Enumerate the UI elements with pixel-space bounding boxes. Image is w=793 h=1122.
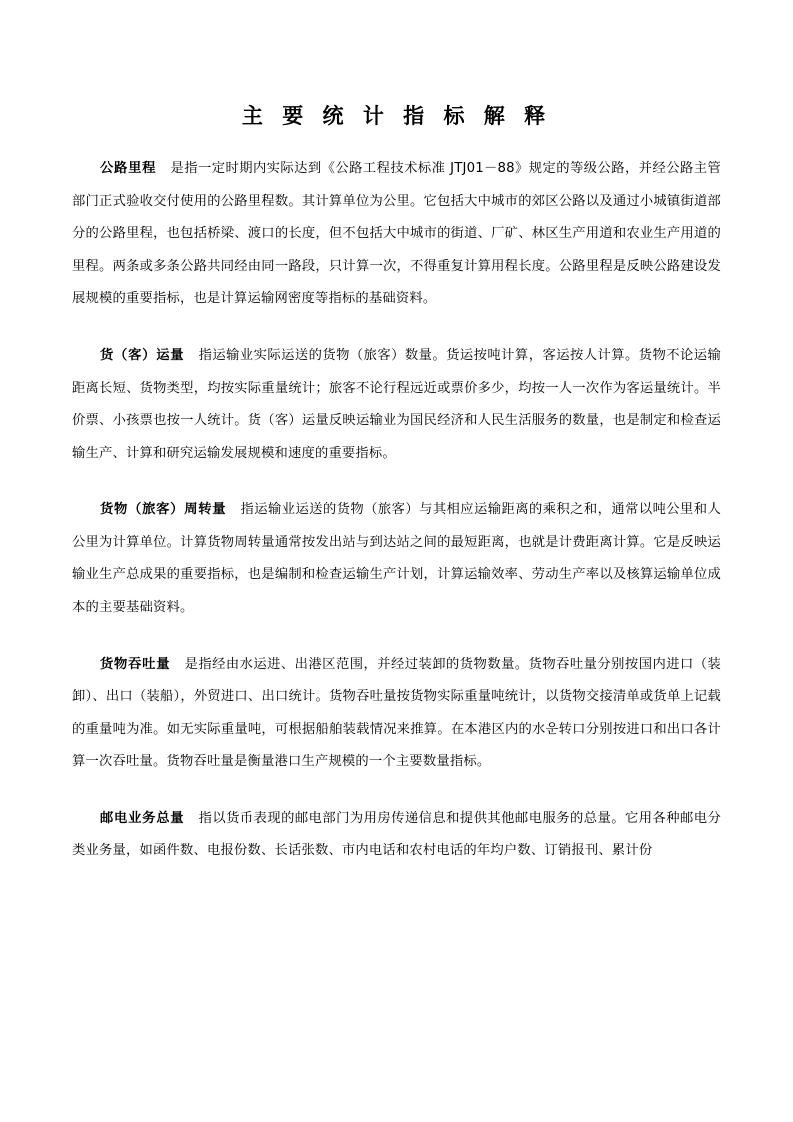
paragraph-huowu-tuntuliang bbox=[72, 649, 721, 779]
term-label: 货物（旅客）周转量 bbox=[100, 502, 227, 518]
term-label: 货（客）运量 bbox=[100, 348, 185, 363]
term-definition: 指运输业运送的货物（旅客）与其相应运输距离的乘积之和，通常以吨公里和人公里为计算单位。计算货物周转量通常按发出站与到达站之间的最短距离，也就是计费距离计算。它是反映运输业生产总成果的重要指标，也是编制和检查运输生产计划，计算运输效率、劳动生产率以及核算运输单位成本的主要基础资料。 bbox=[72, 502, 722, 615]
paragraph-gonglu-licheng bbox=[72, 153, 721, 316]
term-definition: 是指经由水运进、出港区范围，并经过装卸的货物数量。货物吞吐量分别按国内进口（装卸）、出口（装船），外贸进口、出口统计。货物吞吐量按货物实际重量吨统计，以货物交接清单或货单上记载的重量吨为准。如无实际重量吨，可根据船舶装载情况来推算。在本港区内的水운转口分别按进口和出口各计算一次吞吐量。货物吞吐量是衡量港口生产规模的一个主要数量指标。 bbox=[72, 656, 721, 770]
page-content bbox=[72, 0, 721, 1122]
term-definition: 是指一定时期内实际达到《公路工程技术标准 JTJ01－88》规定的等级公路，并经公路主管部门正式验收交付使用的公路里程数。其计算单位为公里。它包括大中城市的郊区公路以及通过小城镇街道部分的公路里程，也包括桥梁、渡口的长度，但不包括大中城市的街道、厂矿、林区生产用道和农业生产用道的里程。两条或多条公路共同经由同一路段，只计算一次，不得重复计算用程长度。公路里程是反映公路建设发展规模的重要指标，也是计算运输网密度等指标的基础资料。 bbox=[72, 161, 721, 307]
page-title: 主 要 统 计 指 标 解 释 bbox=[241, 104, 552, 128]
paragraph-huowu-zhouzhuanliang bbox=[72, 494, 721, 624]
term-definition: 指运输业实际运送的货物（旅客）数量。货运按吨计算，客运按人计算。货物不论运输距离长短、货物类型，均按实际重量统计；旅客不论行程远近或票价多少，均按一人一次作为客运量统计。半价票、小孩票也按一人统计。货（客）运量反映运输业为国民经济和人民生活服务的数量，也是制定和检查运输生产、计算和研究运输发展规模和速度的重要指标。 bbox=[72, 348, 721, 461]
paragraph-youdian-yewu-zongliang bbox=[72, 803, 721, 868]
term-label: 货物吞吐量 bbox=[100, 656, 171, 672]
term-definition: 指以货币表现的邮电部门为用房传递信息和提供其他邮电服务的总量。它用各种邮电分类业务量，如函件数、电报份数、长话张数、市内电话和农村电话的年均户数、订销报刊、累计份 bbox=[72, 810, 721, 859]
paragraph-huo-ke-yunliang bbox=[72, 340, 721, 470]
term-label: 公路里程 bbox=[100, 161, 157, 177]
term-label: 邮电业务总量 bbox=[100, 810, 185, 826]
